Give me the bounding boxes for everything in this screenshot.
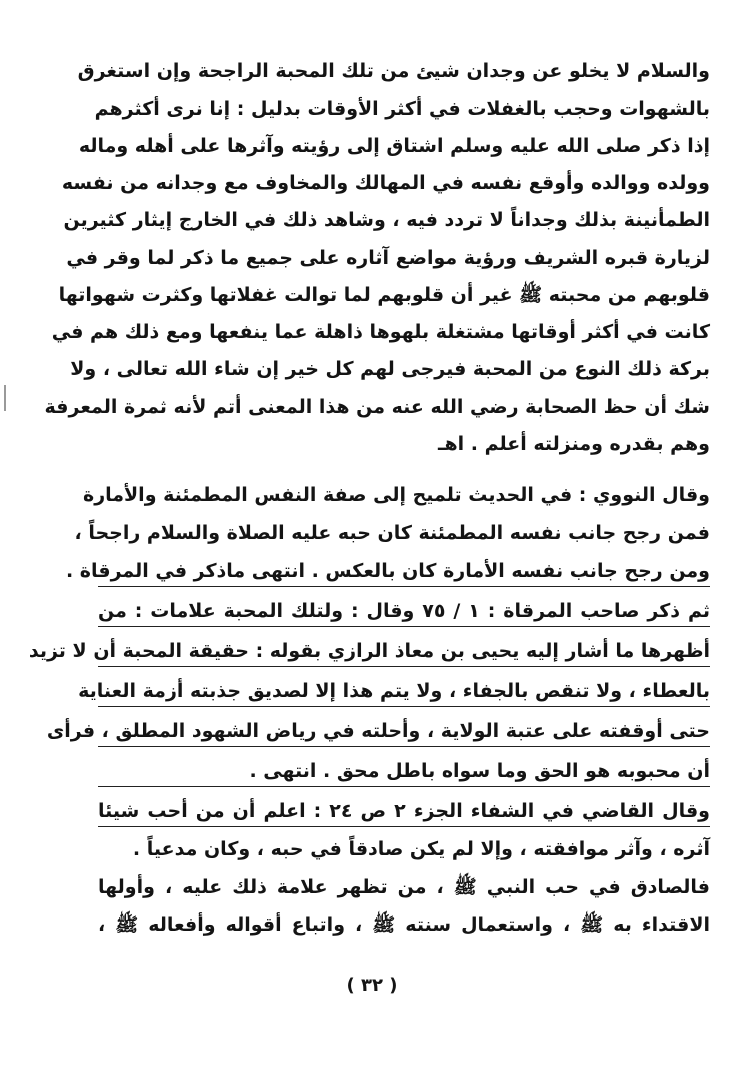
text-line-20: وقال القاضي في الشفاء الجزء ٢ ص ٢٤ : اعلم أن من أحب شيئا	[98, 796, 710, 827]
text-line-23: الاقتداء به ﷺ ، واستعمال سنته ﷺ ، واتباع أقواله وأفعاله ﷺ ،	[98, 914, 710, 936]
text-line-6: لزيارة قبره الشريف ورؤية مواضع آثاره على جميع ما ذكر لما وقر في	[66, 247, 710, 269]
text-line-8: كانت في أكثر أوقاتها مشتغلة بلهوها ذاهلة عما ينفعها ومع ذلك هم في	[51, 321, 710, 343]
text-line-18: حتى أوقفته على عتبة الولاية ، وأحلته في رياض الشهود المطلق ، فرأى	[98, 716, 710, 747]
text-line-17: بالعطاء ، ولا تنقص بالجفاء ، ولا يتم هذا إلا لصديق جذبته أزمة العناية	[98, 676, 710, 707]
text-line-7: قلوبهم من محبته ﷺ غير أن قلوبهم لما توالت غفلاتها وكثرت شهواتها	[58, 284, 710, 306]
text-line-19: أن محبوبه هو الحق وما سواه باطل محق . انتهى .	[98, 756, 710, 787]
text-line-22: فالصادق في حب النبي ﷺ ، من تظهر علامة ذلك عليه ، وأولها	[98, 876, 710, 898]
text-line-13: فمن رجح جانب نفسه المطمئنة كان حبه عليه الصلاة والسلام راجحاً ،	[74, 522, 710, 544]
text-line-5: الطمأنينة بذلك وجداناً لا تردد فيه ، وشاهد ذلك في الخارج إيثار كثيرين	[63, 209, 710, 231]
text-line-2: بالشهوات وحجب بالغفلات في أكثر الأوقات بدليل : إنا نرى أكثرهم	[94, 98, 710, 120]
text-line-15: ثم ذكر صاحب المرقاة : ١ / ٧٥ وقال : ولتلك المحبة علامات : من	[98, 596, 710, 627]
text-line-10: شك أن حظ الصحابة رضي الله عنه من هذا المعنى أتم لأنه ثمرة المعرفة	[44, 396, 710, 418]
text-line-4: وولده ووالده وأوقع نفسه في المهالك والمخاوف مع وجدانه من نفسه	[61, 172, 710, 194]
text-line-14: ومن رجح جانب نفسه الأمارة كان بالعكس . انتهى ماذكر في المرقاة .	[98, 556, 710, 587]
text-line-1: والسلام لا يخلو عن وجدان شيئ من تلك المحبة الراجحة وإن استغرق	[77, 60, 710, 82]
text-line-12: وقال النووي : في الحديث تلميح إلى صفة النفس المطمئنة والأمارة	[82, 484, 710, 506]
text-line-3: إذا ذكر صلى الله عليه وسلم اشتاق إلى رؤيته وآثرها على أهله وماله	[78, 135, 710, 157]
text-line-11: وهم بقدره ومنزلته أعلم . اهـ	[437, 433, 710, 455]
margin-mark	[4, 385, 6, 411]
text-line-16: أظهرها ما أشار إليه يحيى بن معاذ الرازي بقوله : حقيقة المحبة أن لا تزيد	[98, 636, 710, 667]
text-line-21: آثره ، وآثر موافقته ، وإلا لم يكن صادقاً في حبه ، وكان مدعياً .	[132, 838, 710, 860]
text-line-9: بركة ذلك النوع من المحبة فيرجى لهم كل خير إن شاء الله تعالى ، ولا	[70, 358, 710, 380]
page-number: ( ٣٢ )	[346, 975, 398, 996]
